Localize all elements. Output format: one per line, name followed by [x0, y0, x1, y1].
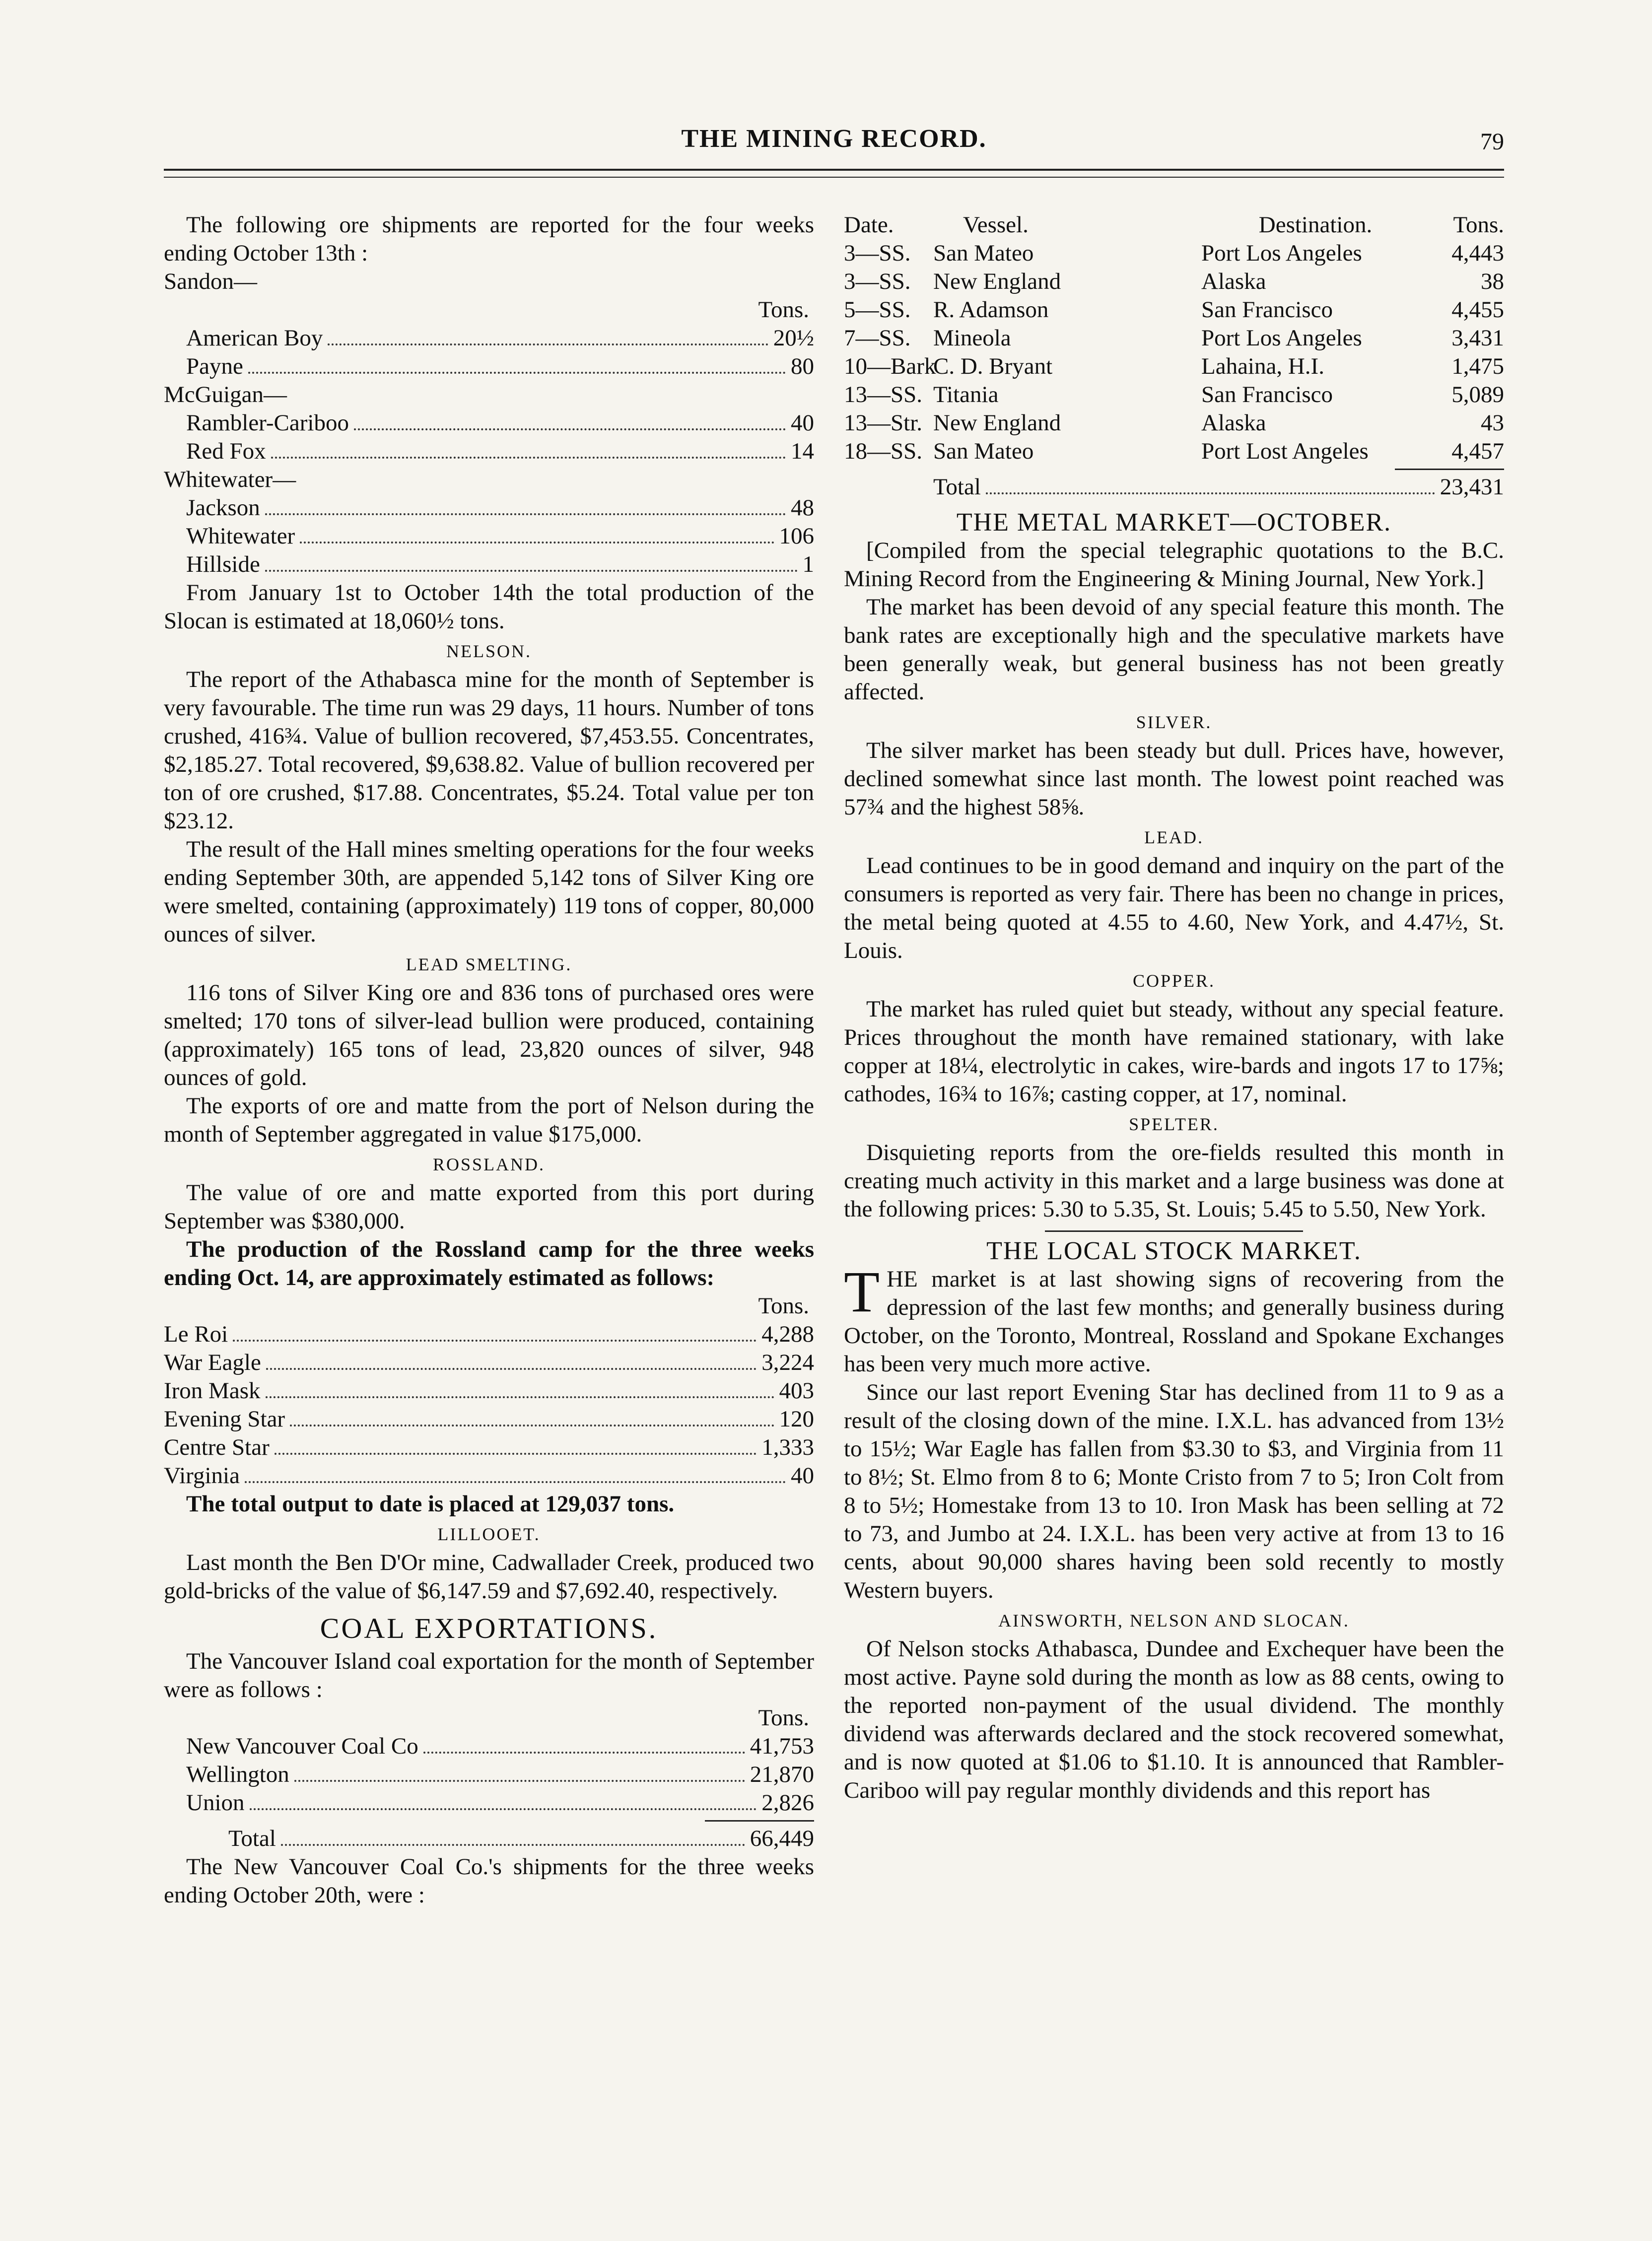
- table-row: [164, 1320, 814, 1349]
- table-row: 3—SS. New England Alaska 38: [844, 269, 1504, 294]
- metal-market-note: [Compiled from the special telegraphic quotations to the B.C. Mining Record from the Engineering & Mining Journal, New York.]: [844, 538, 1504, 592]
- row-name: Jackson: [186, 495, 260, 521]
- row-name: Rambler-Cariboo: [186, 410, 349, 436]
- row-value: 403: [779, 1378, 814, 1404]
- row-value: 20½: [773, 325, 814, 351]
- row-value: 2,826: [761, 1790, 814, 1816]
- row-value: 106: [779, 523, 814, 549]
- whitewater-label: Whitewater—: [164, 467, 296, 492]
- row-value: 4,288: [761, 1321, 814, 1347]
- row-value: 14: [791, 438, 814, 464]
- copper-paragraph: The market has ruled quiet but steady, without any special feature. Prices throughout the month have remained stationary, with lake copper at 18¼, electrolytic in cakes, wire-bards and ingots 17 to 17⅝; cathodes, 16¾ to 16⅞; casting copper, at 17, nominal.: [844, 996, 1504, 1107]
- total-value: 66,449: [750, 1826, 814, 1851]
- coal-last-paragraph: The New Vancouver Coal Co.'s shipments for the three weeks ending October 20th, were :: [164, 1854, 814, 1908]
- rossland-heading: ROSSLAND.: [432, 1154, 546, 1174]
- right-column: [844, 211, 1504, 1805]
- header-rule-thin: [164, 177, 1504, 178]
- row-name: Whitewater: [186, 523, 295, 549]
- table-row: [164, 352, 814, 381]
- table-row: [164, 522, 814, 550]
- stock-market-heading: THE LOCAL STOCK MARKET.: [986, 1237, 1362, 1265]
- table-row: [164, 550, 814, 579]
- col-date: Date.: [844, 212, 894, 238]
- total-label: Total: [228, 1826, 276, 1851]
- rossland-paragraph-1: The value of ore and matte exported from this port during September was $380,000.: [164, 1180, 814, 1234]
- ainsworth-paragraph: Of Nelson stocks Athabasca, Dundee and Exchequer have been the most active. Payne sold during the month as low as 88 cents, owing to the reported non-payment of the usual dividend. The monthly dividend was afterwards declared and the stock recovered somewhat, and is now quoted at $1.06 to $1.10. It is announced that Rambler-Cariboo will pay regular monthly dividends and this report has: [844, 1636, 1504, 1803]
- row-name: War Eagle: [164, 1350, 261, 1375]
- lead-smelting-paragraph-2: The exports of ore and matte from the port of Nelson during the month of September aggregated in value $175,000.: [164, 1093, 814, 1147]
- lead-paragraph: Lead continues to be in good demand and inquiry on the part of the consumers is reported as very fair. There has been no change in prices, the metal being quoted at 4.55 to 4.60, New York, and 4.47½, St. Louis.: [844, 853, 1504, 963]
- row-value: 40: [791, 410, 814, 436]
- rossland-total: The total output to date is placed at 129,037 tons.: [186, 1491, 675, 1517]
- rossland-paragraph-2: The production of the Rossland camp for the three weeks ending Oct. 14, are approximately estimated as follows:: [164, 1236, 814, 1290]
- row-name: Le Roi: [164, 1321, 228, 1347]
- metal-market-paragraph: The market has been devoid of any special feature this month. The bank rates are exceptionally high and the speculative markets have been generally weak, but general business has not been greatly affected.: [844, 594, 1504, 705]
- row-name: Iron Mask: [164, 1378, 261, 1404]
- col-tons: Tons.: [1453, 212, 1504, 238]
- table-row: [164, 409, 814, 437]
- row-name: American Boy: [186, 325, 323, 351]
- coal-total-row: [164, 1825, 814, 1853]
- table-row: [164, 1462, 814, 1490]
- section-rule: [1045, 1230, 1303, 1232]
- table-row: [164, 1349, 814, 1377]
- col-destination: Destination.: [1258, 212, 1373, 238]
- table-row: [164, 1761, 814, 1789]
- silver-heading: SILVER.: [1136, 712, 1212, 732]
- stock-paragraph-1: THE market is at last showing signs of recovering from the depression of the last few months; and generally business during October, on the Toronto, Montreal, Rossland and Spokane Exchanges has been very much more active.: [844, 1259, 1504, 1377]
- tons-label: Tons.: [758, 297, 809, 323]
- lead-smelting-paragraph-1: 116 tons of Silver King ore and 836 tons of purchased ores were smelted; 170 tons of silver-lead bullion were produced, containing (approximately) 165 tons of lead, 23,820 ounces of silver, 948 ounces of gold.: [164, 980, 814, 1090]
- table-row: [164, 1405, 814, 1433]
- row-name: Centre Star: [164, 1434, 270, 1460]
- total-value: 23,431: [1440, 474, 1504, 500]
- sandon-label: Sandon—: [164, 269, 257, 294]
- drop-cap: T: [844, 1259, 880, 1324]
- nelson-paragraph-1: The report of the Athabasca mine for the month of September is very favourable. The time run was 29 days, 11 hours. Number of tons crushed, 416¾. Value of bullion recovered, $7,453.55. Concentrates, $2,185.27. Total recovered, $9,638.82. Value of bullion recovered per ton of ore crushed, $17.88. Concentrates, $5.24. Total value per ton $23.12.: [164, 667, 814, 834]
- table-row: [164, 1377, 814, 1405]
- sum-rule: [705, 1820, 814, 1822]
- table-row: 5—SS. R. Adamson San Francisco 4,455: [844, 297, 1504, 323]
- page-header: [164, 124, 1504, 164]
- stock-paragraph-2: Since our last report Evening Star has declined from 11 to 9 as a result of the closing down of the mine. I.X.L. has advanced from 13½ to 15½; War Eagle has fallen from $3.30 to $3, and Virginia from 11 to 8½; St. Elmo from 8 to 6; Monte Cristo from 7 to 5; Iron Colt from 8 to 5½; Homestake from 13 to 10. Iron Mask has been selling at 72 to 73, and Jumbo at 24. I.X.L. has been very active at from 13 to 16 cents, about 90,000 shares having been sold recently to mostly Western buyers.: [844, 1379, 1504, 1603]
- row-value: 1: [802, 551, 814, 577]
- table-row: 13—SS. Titania San Francisco 5,089: [844, 382, 1504, 407]
- total-label: Total: [933, 474, 981, 500]
- mcguigan-label: McGuigan—: [164, 382, 287, 407]
- table-row: 13—Str. New England Alaska 43: [844, 410, 1504, 436]
- col-vessel: Vessel.: [963, 212, 1029, 238]
- row-name: Virginia: [164, 1463, 240, 1489]
- row-name: New Vancouver Coal Co: [186, 1733, 418, 1759]
- vessel-total-row: [844, 473, 1504, 501]
- row-value: 48: [791, 495, 814, 521]
- silver-paragraph: The silver market has been steady but dull. Prices have, however, declined somewhat since last month. The lowest point reached was 57¾ and the highest 58⅝.: [844, 738, 1504, 820]
- lillooet-paragraph: Last month the Ben D'Or mine, Cadwallader Creek, produced two gold-bricks of the value of $6,147.59 and $7,692.40, respectively.: [164, 1550, 814, 1604]
- row-value: 120: [779, 1406, 814, 1432]
- table-row: 7—SS. Mineola Port Los Angeles 3,431: [844, 325, 1504, 351]
- row-value: 3,224: [761, 1350, 814, 1375]
- table-row: [164, 1732, 814, 1761]
- row-name: Red Fox: [186, 438, 266, 464]
- slocan-total: From January 1st to October 14th the total production of the Slocan is estimated at 18,060½ tons.: [164, 580, 814, 634]
- left-column: [164, 211, 814, 1909]
- row-value: 41,753: [750, 1733, 814, 1759]
- spelter-heading: SPELTER.: [1129, 1114, 1219, 1134]
- coal-paragraph: The Vancouver Island coal exportation for the month of September were as follows :: [164, 1648, 814, 1702]
- table-row: 10—Bark C. D. Bryant Lahaina, H.I. 1,475: [844, 353, 1504, 379]
- row-name: Evening Star: [164, 1406, 285, 1432]
- row-name: Hillside: [186, 551, 260, 577]
- page-number: 79: [1480, 129, 1504, 155]
- table-row: [164, 1789, 814, 1817]
- header-rule: [164, 169, 1504, 171]
- coal-heading: COAL EXPORTATIONS.: [320, 1612, 658, 1644]
- row-value: 1,333: [761, 1434, 814, 1460]
- ainsworth-heading: AINSWORTH, NELSON AND SLOCAN.: [998, 1611, 1350, 1630]
- table-row: [164, 1433, 814, 1462]
- lillooet-heading: LILLOOET.: [437, 1524, 541, 1544]
- lead-smelting-heading: LEAD SMELTING.: [406, 954, 572, 974]
- table-row: 3—SS. San Mateo Port Los Angeles 4,443: [844, 240, 1504, 266]
- lead-heading: LEAD.: [1144, 827, 1204, 847]
- table-row: [164, 494, 814, 522]
- intro-paragraph: The following ore shipments are reported for the four weeks ending October 13th :: [164, 212, 814, 266]
- nelson-paragraph-2: The result of the Hall mines smelting operations for the four weeks ending September 30th, are appended 5,142 tons of Silver King ore were smelted, containing (approximately) 119 tons of copper, 80,000 ounces of silver.: [164, 836, 814, 947]
- metal-market-heading: THE METAL MARKET—OCTOBER.: [956, 508, 1392, 537]
- table-row: [164, 437, 814, 466]
- vessel-table-header: [844, 211, 1504, 239]
- spelter-paragraph: Disquieting reports from the ore-fields resulted this month in creating much activity in this market and a large business was done at the following prices: 5.30 to 5.35, St. Louis; 5.45 to 5.50, New York.: [844, 1140, 1504, 1222]
- rossland-tons-label: Tons.: [758, 1293, 809, 1319]
- nelson-heading: NELSON.: [446, 641, 532, 661]
- row-value: 21,870: [750, 1762, 814, 1787]
- coal-tons-label: Tons.: [758, 1705, 809, 1731]
- table-row: 18—SS. San Mateo Port Lost Angeles 4,457: [844, 438, 1504, 464]
- vessel-table: [844, 211, 1504, 501]
- row-value: 80: [791, 353, 814, 379]
- row-value: 40: [791, 1463, 814, 1489]
- row-name: Payne: [186, 353, 243, 379]
- sum-rule: [1395, 469, 1504, 470]
- row-name: Wellington: [186, 1762, 289, 1787]
- copper-heading: COPPER.: [1132, 971, 1216, 991]
- table-row: [164, 324, 814, 352]
- row-name: Union: [186, 1790, 245, 1816]
- page-title: THE MINING RECORD.: [681, 125, 987, 153]
